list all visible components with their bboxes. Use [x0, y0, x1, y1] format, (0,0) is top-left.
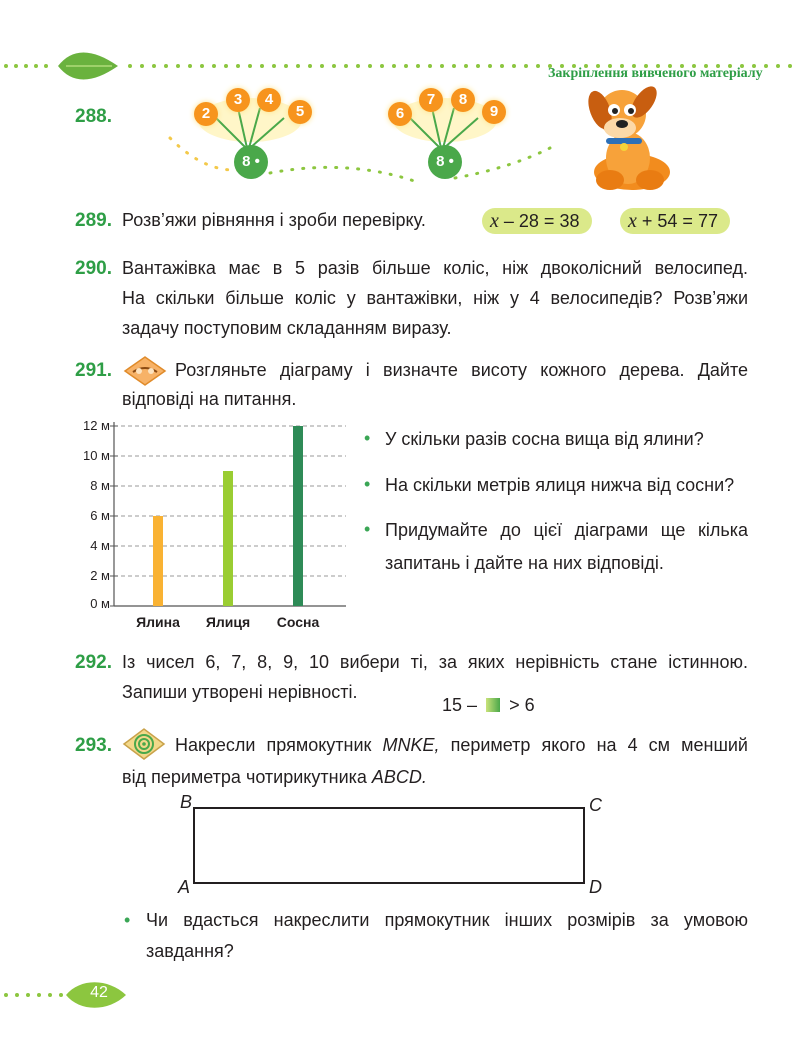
exercise-289-number: 289.: [75, 210, 112, 231]
exercise-291-line-2: відповіді на питання.: [122, 389, 297, 409]
fan1-multiplier: 8 •: [234, 145, 268, 179]
section-header-title: Закріплення вивченого матеріалу: [548, 66, 763, 81]
exercise-290-line-3: задачу поступовим складанням виразу.: [122, 318, 452, 338]
exercise-293-number: 293.: [75, 735, 112, 756]
fan2-number-1: 6: [388, 102, 412, 126]
construction-task-icon: [120, 727, 168, 761]
bullet-dot: •: [364, 428, 371, 448]
exercise-292-number: 292.: [75, 652, 112, 673]
fan1-number-1: 2: [194, 102, 218, 126]
page-number: 42: [90, 984, 108, 1001]
fan2-number-2: 7: [419, 88, 443, 112]
rectangle-abcd: [193, 807, 585, 884]
fan1-number-4: 5: [288, 100, 312, 124]
inequality-right: > 6: [509, 695, 535, 715]
exercise-293-question-line-1: Чи вдасться накреслити прямокутник інших розмірів за умовою: [146, 910, 748, 930]
bullet-dot: •: [364, 519, 371, 539]
y-tick-label-1: 2 м: [90, 568, 110, 583]
equation-2-rest: + 54 = 77: [636, 211, 718, 231]
equation-2-variable: x: [628, 210, 637, 232]
bullet-dot: •: [124, 910, 131, 930]
y-tick-label-4: 8 м: [90, 478, 110, 493]
exercise-293-text-1a: Накресли прямокутник: [175, 735, 383, 755]
fan2-multiplier: 8 •: [428, 145, 462, 179]
bar-Ялина: [153, 516, 163, 606]
fan2-number-3: 8: [451, 88, 475, 112]
equation-1: [482, 208, 592, 234]
rectangle-name-mnke: MNKE,: [382, 735, 440, 755]
fan2-number-4: 9: [482, 100, 506, 124]
y-tick-label-3: 6 м: [90, 508, 110, 523]
exercise-288-number: 288.: [75, 106, 112, 127]
dog-illustration: [570, 84, 680, 194]
exercise-293-text-1c: периметр якого на 4 см менший: [439, 735, 748, 755]
exercise-292-line-2: Запиши утворені нерівності.: [122, 682, 358, 702]
question-3-line-1: Придумайте до цієї діаграми ще кілька: [385, 520, 748, 540]
y-tick-label-0: 0 м: [90, 596, 110, 611]
exercise-293-question-line-2: завдання?: [146, 941, 234, 961]
vertex-label-c: C: [589, 795, 602, 815]
exercise-289-text: Розв’яжи рівняння і зроби перевірку.: [122, 210, 426, 230]
equation-1-rest: – 28 = 38: [498, 211, 580, 231]
exercise-293-line-2: [122, 762, 427, 793]
exercise-291-number: 291.: [75, 360, 112, 381]
equation-2: [620, 208, 730, 234]
exercise-292-line-1: Із чисел 6, 7, 8, 9, 10 вибери ті, за яких нерівність стане істинною.: [122, 652, 748, 672]
vertex-label-b: B: [180, 792, 193, 812]
exercise-293-text-2a: від периметра чотирикутника: [122, 767, 372, 787]
exercise-290-number: 290.: [75, 258, 112, 279]
exercise-291-line-1: Розгляньте діаграму і визначте висоту кожного дерева. Дайте: [175, 360, 748, 380]
blank-square: [486, 698, 500, 712]
vertex-label-a: A: [178, 877, 191, 897]
exercise-293-line-1: [175, 730, 748, 761]
vertex-label-d: D: [589, 877, 602, 897]
x-label-1: Ялиця: [205, 614, 251, 630]
tree-height-chart: [70, 416, 350, 636]
fan1-number-3: 4: [257, 88, 281, 112]
inequality-left: 15 –: [442, 695, 478, 715]
equation-1-variable: x: [490, 210, 499, 232]
exercise-290-line-1: Вантажівка має в 5 разів більше коліс, ніж двоколісний велосипед.: [122, 258, 748, 278]
quadrilateral-name-abcd: ABCD.: [371, 767, 427, 787]
bar-Ялиця: [223, 471, 233, 606]
question-3-line-2: запитань і дайте на них відповіді.: [385, 553, 664, 573]
fan1-number-2: 3: [226, 88, 250, 112]
exercise-290-line-2: На скільки більше коліс у вантажівки, ніж у 4 велосипедів? Розв’яжи: [122, 288, 748, 308]
bullet-dot: •: [364, 474, 371, 494]
question-2: На скільки метрів ялиця нижча від сосни?: [385, 475, 735, 495]
y-tick-label-6: 12 м: [82, 418, 110, 433]
x-label-2: Сосна: [276, 614, 320, 630]
bottom-border-decoration: [0, 978, 140, 1012]
y-tick-label-5: 10 м: [82, 448, 110, 463]
chart-plot-area: [110, 416, 350, 612]
bar-Сосна: [293, 426, 303, 606]
question-1: У скільки разів сосна вища від ялини?: [385, 429, 704, 449]
pair-work-icon: [121, 355, 169, 387]
y-tick-label-2: 4 м: [90, 538, 110, 553]
inequality: [442, 690, 535, 721]
x-label-0: Ялина: [136, 614, 180, 630]
